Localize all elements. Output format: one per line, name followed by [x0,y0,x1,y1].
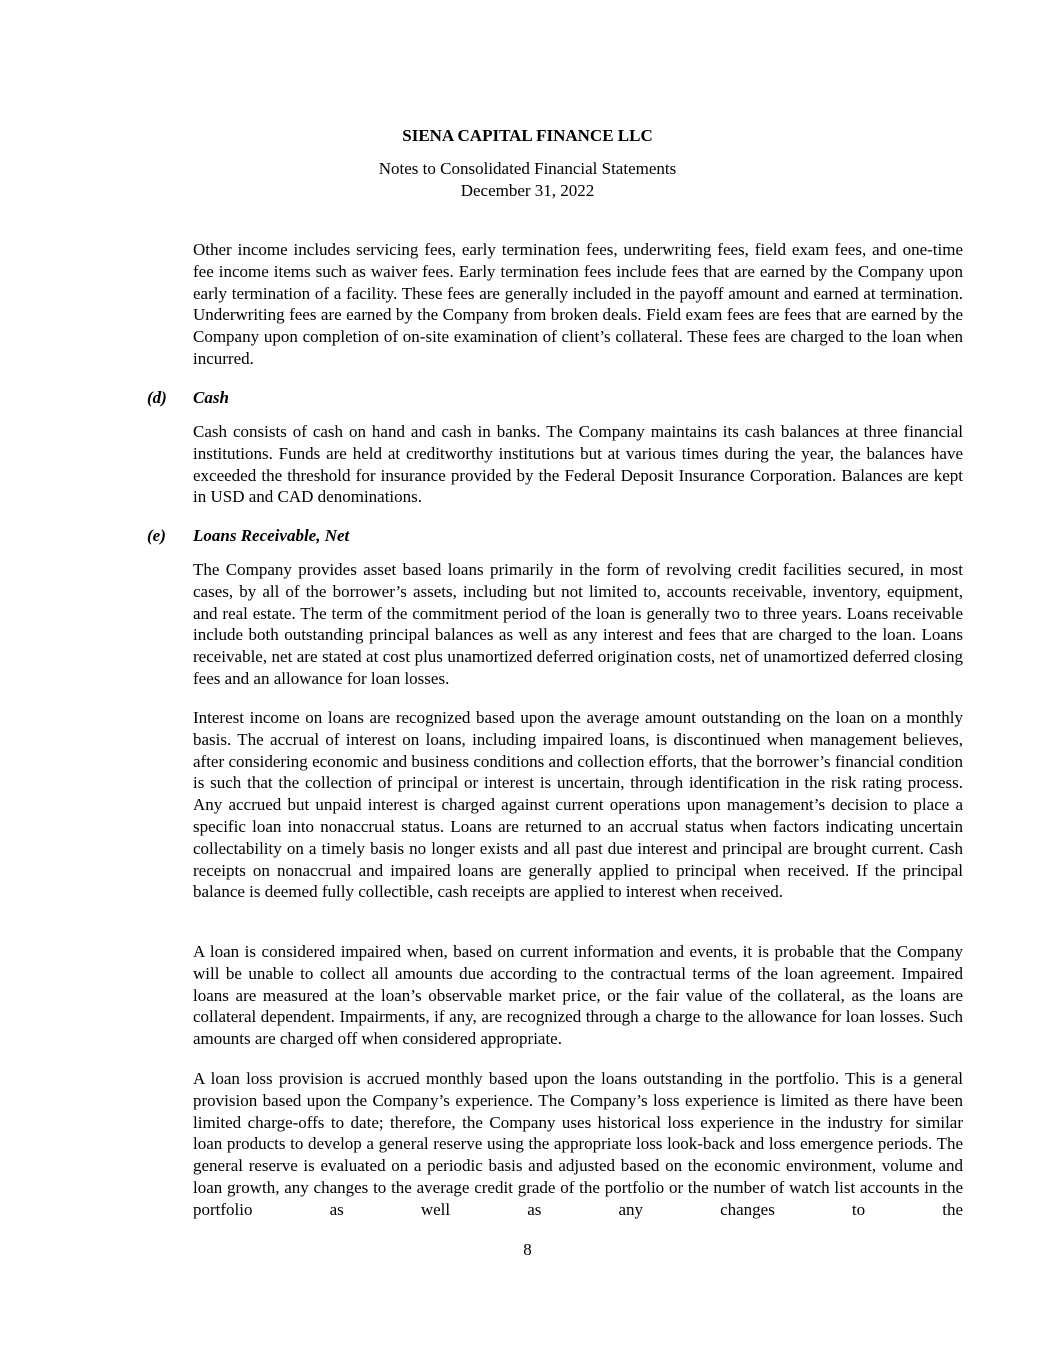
section-title: Cash [193,388,229,407]
cash-paragraph: Cash consists of cash on hand and cash in banks. The Company maintains its cash balances at three financial institutions. Funds are held at creditworthy institutions but at various times during the year, the balances have exceeded the threshold for insurance provided by the Federal Deposit Insurance Corporation. Balances are kept in USD and CAD denominations. [193,422,963,507]
loans-paragraph-2: Interest income on loans are recognized based upon the average amount outstanding on the loan on a monthly basis. The accrual of interest on loans, including impaired loans, is discontinued when management believes, after considering economic and business conditions and collection efforts, that the borrower’s financial condition is such that the collection of principal or interest is uncertain, through identification in the risk rating process. Any accrued but unpaid interest is charged against current operations upon management’s decision to place a specific loan into nonaccrual status. Loans are returned to an accrual status when factors indicating uncertain collectability on a timely basis no longer exists and all past due interest and principal are brought current. Cash receipts on nonaccrual and impaired loans are generally applied to principal when received. If the principal balance is deemed fully collectible, cash receipts are applied to interest when received. [193,708,963,902]
loans-paragraph-4: A loan loss provision is accrued monthly based upon the loans outstanding in the portfolio. This is a general provision based upon the Company’s experience. The Company’s loss experience is limited as there have been limited charge-offs to date; therefore, the Company uses historical loss experience in the industry for similar loan products to develop a general reserve using the appropriate loss look-back and loss emergence periods. The general reserve is evaluated on a periodic basis and adjusted based on the economic environment, volume and loan growth, any changes to the average credit grade of the portfolio or the number of watch list accounts in the portfolio as well as any changes to the [193,1069,963,1219]
page-number: 8 [523,1240,532,1259]
section-heading-cash [147,387,229,409]
section-letter: (e) [147,526,166,545]
document-subtitle: Notes to Consolidated Financial Statements [378,159,677,178]
intro-paragraph: Other income includes servicing fees, early termination fees, underwriting fees, field exam fees, and one-time fee income items such as waiver fees. Early termination fees include fees that are earned by the Company upon early termination of a facility. These fees are generally included in the payoff amount and earned at termination. Underwriting fees are earned by the Company from broken deals. Field exam fees are fees that are earned by the Company upon completion of on-site examination of client’s collateral. These fees are charged to the loan when incurred. [193,240,963,368]
loans-paragraph-3: A loan is considered impaired when, based on current information and events, it is probable that the Company will be unable to collect all amounts due according to the contractual terms of the loan agreement. Impaired loans are measured at the loan’s observable market price, or the fair value of the collateral, as the loans are collateral dependent. Impairments, if any, are recognized through a charge to the allowance for loan losses. Such amounts are charged off when considered appropriate. [193,942,963,1049]
company-name: SIENA CAPITAL FINANCE LLC [402,126,653,145]
section-letter: (d) [147,388,167,407]
loans-paragraph-1: The Company provides asset based loans primarily in the form of revolving credit facilities secured, in most cases, by all of the borrower’s assets, including but not limited to, accounts receivable, inventory, equipment, and real estate. The term of the commitment period of the loan is generally two to three years. Loans receivable include both outstanding principal balances as well as any interest and fees that are charged to the loan. Loans receivable, net are stated at cost plus unamortized deferred origination costs, net of unamortized deferred closing fees and an allowance for loan losses. [193,560,963,688]
section-heading-loans-receivable [147,525,349,547]
statement-date: December 31, 2022 [460,181,595,200]
section-title: Loans Receivable, Net [193,526,350,545]
